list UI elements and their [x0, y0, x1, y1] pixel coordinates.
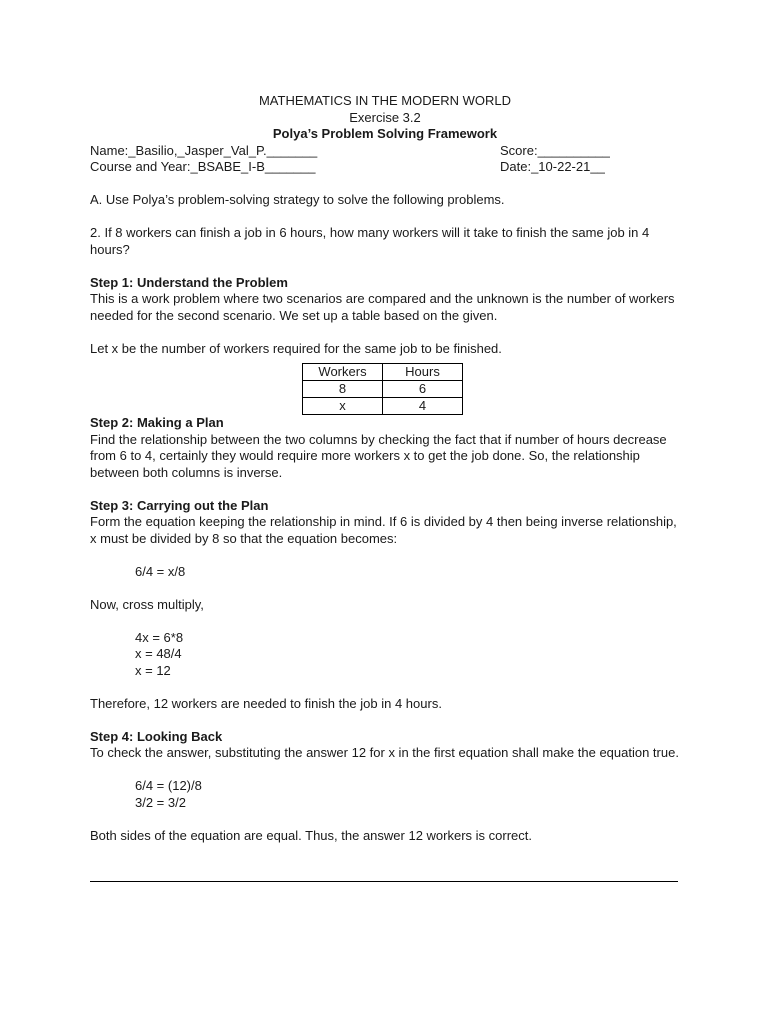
table-cell: x	[303, 398, 383, 415]
student-name: Name:_Basilio,_Jasper_Val_P._______	[90, 142, 318, 158]
work-line: 4x = 6*8	[135, 629, 184, 645]
step3-cross: Now, cross multiply,	[90, 596, 204, 612]
step4-conclusion: Both sides of the equation are equal. Thus, the answer 12 workers is correct.	[90, 827, 532, 843]
table-cell: 8	[303, 381, 383, 398]
info-row-2	[90, 159, 680, 176]
instruction: A. Use Polya’s problem-solving strategy to solve the following problems.	[90, 192, 505, 207]
table-header-row	[303, 364, 463, 381]
work-line: x = 48/4	[135, 646, 182, 661]
table-cell: 6	[383, 381, 463, 398]
table-row	[303, 381, 463, 398]
info-row-1	[90, 143, 680, 160]
step4-text: To check the answer, substituting the answer 12 for x in the first equation shall make the equation true.	[90, 745, 679, 760]
workers-hours-table	[302, 363, 463, 415]
course-year: Course and Year:_BSABE_I-B_______	[90, 159, 316, 174]
step3-text: Form the equation keeping the relationship in mind. If 6 is divided by 4 then being inverse relationship, x must be divided by 8 so that the equation becomes:	[90, 514, 677, 546]
step4-heading: Step 4: Looking Back	[90, 728, 223, 744]
step3-equation: 6/4 = x/8	[135, 563, 186, 579]
date-field: Date:_10-22-21__	[500, 159, 605, 174]
score-field: Score:__________	[500, 142, 610, 158]
horizontal-rule	[90, 881, 678, 882]
check-line: 6/4 = (12)/8	[135, 778, 202, 793]
document-body	[90, 93, 680, 844]
table-cell: 4	[383, 398, 463, 415]
step3-therefore: Therefore, 12 workers are needed to finish the job in 4 hours.	[90, 695, 442, 711]
step1-text: This is a work problem where two scenarios are compared and the unknown is the number of workers needed for the second scenario. We set up a table based on the given.	[90, 291, 675, 323]
step1-let: Let x be the number of workers required for the same job to be finished.	[90, 340, 502, 356]
table-header: Hours	[383, 364, 463, 381]
check-line: 3/2 = 3/2	[135, 794, 186, 810]
work-line: x = 12	[135, 662, 171, 678]
step2-text: Find the relationship between the two columns by checking the fact that if number of hours decrease from 6 to 4, certainly they would require more workers x to get the job done. So, the relationship between both columns is inverse.	[90, 431, 667, 480]
step3-heading: Step 3: Carrying out the Plan	[90, 497, 269, 513]
exercise-number: Exercise 3.2	[349, 109, 421, 125]
problem-statement: 2. If 8 workers can finish a job in 6 hours, how many workers will it take to finish the same job in 4 hours?	[90, 225, 650, 257]
step2-heading: Step 2: Making a Plan	[90, 415, 224, 430]
step1-heading: Step 1: Understand the Problem	[90, 274, 288, 290]
framework-title: Polya’s Problem Solving Framework	[272, 126, 498, 141]
table-row	[303, 398, 463, 415]
course-title: MATHEMATICS IN THE MODERN WORLD	[258, 93, 512, 108]
table-header: Workers	[303, 364, 383, 381]
